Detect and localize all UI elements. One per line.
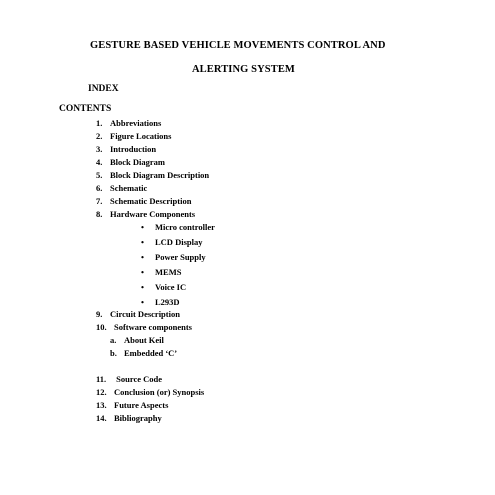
- toc-item-text: Bibliography: [114, 413, 162, 423]
- toc-item-number: 10.: [96, 322, 107, 332]
- toc-item-number: 8.: [96, 209, 103, 219]
- toc-item-number: 7.: [96, 196, 103, 206]
- bullet-icon: •: [141, 252, 144, 262]
- bullet-item-text: Voice IC: [155, 282, 187, 292]
- toc-item-text: Software components: [114, 322, 192, 332]
- toc-item: [96, 386, 204, 399]
- hardware-bullet-list: [141, 220, 215, 310]
- toc-item-text: Introduction: [110, 144, 157, 154]
- toc-item-text: Schematic Description: [110, 196, 192, 206]
- toc-item-number: 11.: [96, 374, 107, 384]
- toc-item-text: Source Code: [114, 374, 163, 384]
- toc-item: [96, 399, 204, 412]
- sub-item-text: Embedded ‘C’: [124, 348, 178, 358]
- bullet-icon: •: [141, 222, 144, 232]
- bullet-icon: •: [141, 267, 144, 277]
- toc-item: [96, 373, 204, 386]
- bullet-item: [141, 235, 215, 250]
- bullet-item: [141, 280, 215, 295]
- document-title-line-1: GESTURE BASED VEHICLE MOVEMENTS CONTROL AND: [90, 40, 386, 51]
- toc-item-number: 12.: [96, 387, 107, 397]
- toc-item-number: 14.: [96, 413, 107, 423]
- toc-group-final: [96, 373, 204, 425]
- toc-item: [96, 195, 209, 208]
- sub-item-text: About Keil: [124, 335, 164, 345]
- toc-item-text: Block Diagram: [110, 157, 166, 167]
- toc-item-text: Circuit Description: [110, 309, 180, 319]
- toc-item-text: Hardware Components: [110, 209, 196, 219]
- toc-item: [96, 117, 209, 130]
- toc-item-text: Schematic: [110, 183, 148, 193]
- toc-item-text: Figure Locations: [110, 131, 172, 141]
- toc-item: [96, 412, 204, 425]
- software-sub-list: [110, 334, 177, 360]
- toc-item-text: Future Aspects: [114, 400, 169, 410]
- bullet-item: [141, 220, 215, 235]
- toc-item-text: Block Diagram Description: [110, 170, 210, 180]
- toc-item-number: 3.: [96, 144, 103, 154]
- toc-item-number: 13.: [96, 400, 107, 410]
- bullet-item-text: Power Supply: [155, 252, 206, 262]
- bullet-item: [141, 265, 215, 280]
- bullet-item-text: MEMS: [155, 267, 182, 277]
- bullet-item-text: L293D: [155, 297, 180, 307]
- bullet-item-text: Micro controller: [155, 222, 215, 232]
- toc-item: [96, 182, 209, 195]
- document-title-line-2: ALERTING SYSTEM: [192, 64, 295, 75]
- toc-item: [96, 321, 192, 334]
- bullet-icon: •: [141, 297, 144, 307]
- toc-item-number: 2.: [96, 131, 103, 141]
- sub-item-letter: b.: [110, 348, 117, 358]
- toc-group-software: [96, 308, 192, 334]
- toc-item-number: 9.: [96, 309, 103, 319]
- toc-item-number: 4.: [96, 157, 103, 167]
- toc-item: [96, 308, 192, 321]
- toc-item-number: 6.: [96, 183, 103, 193]
- bullet-icon: •: [141, 237, 144, 247]
- toc-item: [96, 130, 209, 143]
- toc-group-main: [96, 117, 209, 221]
- bullet-icon: •: [141, 282, 144, 292]
- toc-item: [96, 143, 209, 156]
- sub-item-letter: a.: [110, 335, 117, 345]
- sub-item: [110, 334, 177, 347]
- toc-item-text: Abbreviations: [110, 118, 162, 128]
- bullet-item: [141, 250, 215, 265]
- toc-item-number: 5.: [96, 170, 103, 180]
- toc-item: [96, 169, 209, 182]
- toc-item-text: Conclusion (or) Synopsis: [114, 387, 205, 397]
- index-label: INDEX: [88, 84, 119, 94]
- bullet-item-text: LCD Display: [155, 237, 203, 247]
- contents-label: CONTENTS: [59, 104, 112, 114]
- sub-item: [110, 347, 177, 360]
- toc-item-number: 1.: [96, 118, 103, 128]
- toc-item: [96, 156, 209, 169]
